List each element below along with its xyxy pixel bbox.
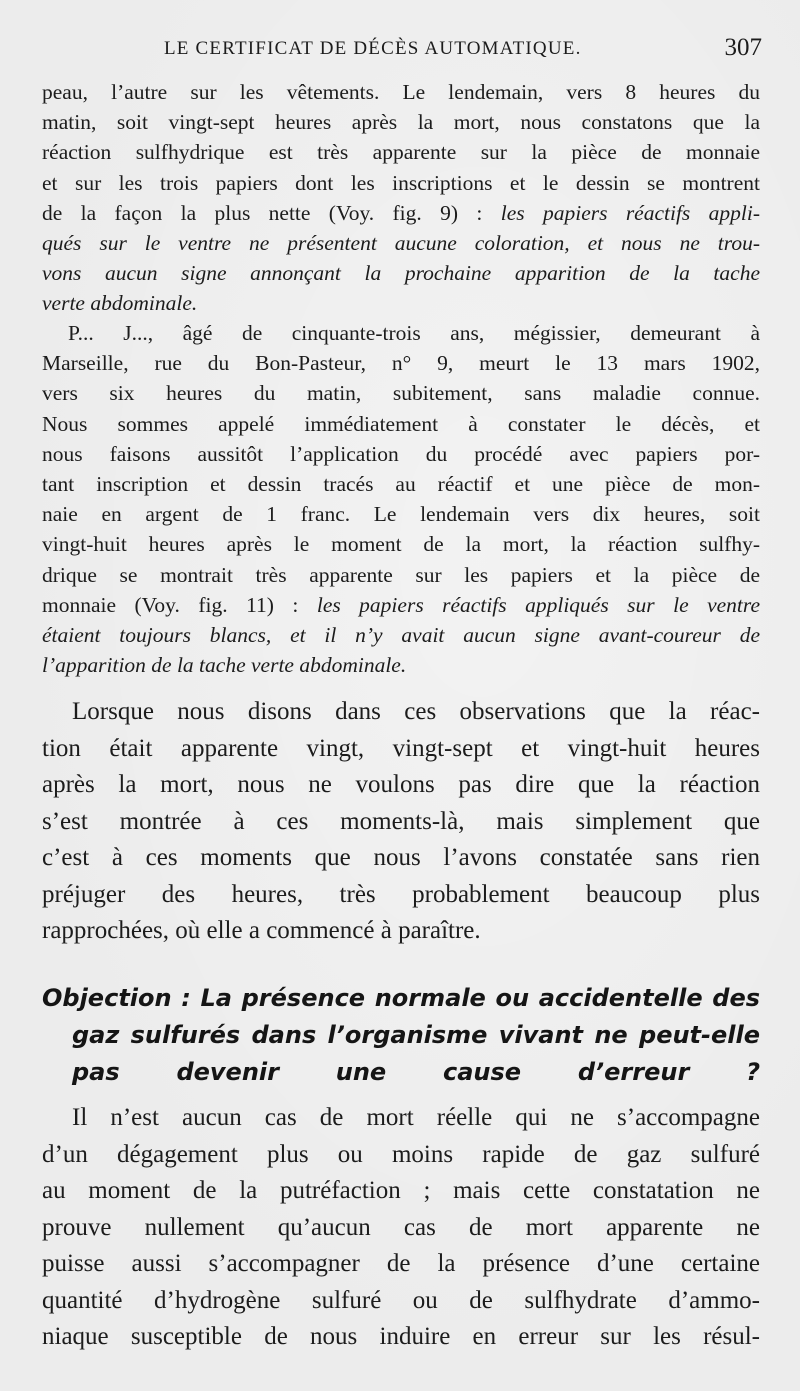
- text-line: préjuger des heures, très probablement beaucoup plus: [42, 880, 760, 908]
- paragraph-3: [42, 694, 760, 950]
- text-line: nous faisons aussitôt l’application du procédé avec papiers por-: [42, 441, 760, 466]
- text-line: de la façon la plus nette (Voy. fig. 9) : les papiers réactifs appli-: [42, 200, 760, 225]
- text-line: vons aucun signe annonçant la prochaine apparition de la tache: [42, 261, 760, 286]
- running-title: LE CERTIFICAT DE DÉCÈS AUTOMATIQUE.: [164, 38, 582, 59]
- heading-line: pas devenir une cause d’erreur ?: [72, 1058, 760, 1086]
- text-line: qués sur le ventre ne présentent aucune coloration, et nous ne trou-: [42, 230, 760, 255]
- text-line: drique se montrait très apparente sur les papiers et la pièce de: [42, 562, 760, 587]
- text-line: Il n’est aucun cas de mort réelle qui ne s’accompagne: [72, 1104, 760, 1131]
- text-line: l’apparition de la tache verte abdominale.: [42, 653, 407, 678]
- paragraph-4: [42, 1100, 760, 1356]
- text-line: d’un dégagement plus ou moins rapide de gaz sulfuré: [42, 1140, 760, 1168]
- text-line: tion était apparente vingt, vingt-sept et vingt-huit heures: [42, 734, 760, 762]
- text-line: au moment de la putréfaction ; mais cette constatation ne: [42, 1177, 760, 1204]
- text-line: rapprochées, où elle a commencé à paraître.: [42, 917, 481, 944]
- text-line: monnaie (Voy. fig. 11) : les papiers réactifs appliqués sur le ventre: [42, 592, 760, 617]
- text-line: puisse aussi s’accompagner de la présence d’une certaine: [42, 1250, 760, 1277]
- text-line: étaient toujours blancs, et il n’y avait aucun signe avant-coureur de: [42, 622, 760, 647]
- text-line: naie en argent de 1 franc. Le lendemain vers dix heures, soit: [42, 502, 760, 527]
- text-line: P... J..., âgé de cinquante-trois ans, mégissier, demeurant à: [68, 321, 760, 345]
- page-header: [40, 34, 764, 66]
- text-line: et sur les trois papiers dont les inscriptions et le dessin se montrent: [42, 170, 760, 195]
- text-line: vingt-huit heures après le moment de la mort, la réaction sulfhy-: [42, 532, 760, 557]
- text-line: peau, l’autre sur les vêtements. Le lendemain, vers 8 heures du: [42, 80, 760, 104]
- text-line: matin, soit vingt-sept heures après la mort, nous constatons que la: [42, 110, 760, 135]
- page-number: 307: [724, 34, 762, 61]
- text-line: s’est montrée à ces moments-là, mais simplement que: [42, 807, 760, 835]
- paragraph-2: [42, 318, 760, 680]
- section-heading: [42, 980, 760, 1091]
- text-line: niaque susceptible de nous induire en erreur sur les résul-: [42, 1323, 760, 1350]
- text-line: vers six heures du matin, subitement, sans maladie connue.: [42, 381, 760, 406]
- text-line: après la mort, nous ne voulons pas dire que la réaction: [42, 771, 760, 798]
- text-line: verte abdominale.: [42, 291, 198, 316]
- text-line: quantité d’hydrogène sulfuré ou de sulfhydrate d’ammo-: [42, 1286, 760, 1314]
- heading-line: Objection : La présence normale ou accidentelle des: [42, 984, 760, 1012]
- text-line: prouve nullement qu’aucun cas de mort apparente ne: [42, 1213, 760, 1241]
- text-line: tant inscription et dessin tracés au réactif et une pièce de mon-: [42, 471, 760, 496]
- text-line: c’est à ces moments que nous l’avons constatée sans rien: [42, 844, 760, 871]
- text-line: réaction sulfhydrique est très apparente sur la pièce de monnaie: [42, 140, 760, 165]
- text-line: Marseille, rue du Bon-Pasteur, n° 9, meurt le 13 mars 1902,: [42, 351, 760, 376]
- text-line: Nous sommes appelé immédiatement à constater le décès, et: [42, 411, 760, 436]
- text-line: Lorsque nous disons dans ces observations que la réac-: [72, 698, 760, 725]
- paragraph-1: [42, 77, 760, 319]
- heading-line: gaz sulfurés dans l’organisme vivant ne peut-elle: [72, 1021, 760, 1049]
